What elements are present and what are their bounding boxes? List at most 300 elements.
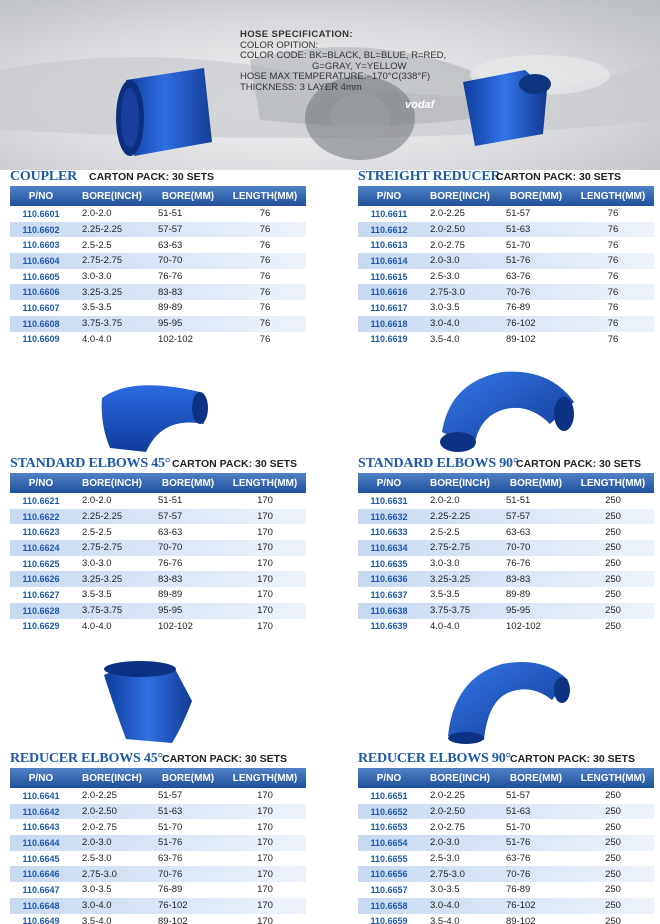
table-cell: 250 <box>605 915 621 924</box>
table-row <box>10 804 306 820</box>
part-number: 110.6651 <box>370 790 408 801</box>
table-cell: 51-70 <box>158 821 183 833</box>
table-cell: 51-76 <box>506 255 531 267</box>
standard-elbow-45-image <box>92 368 212 456</box>
section-title: REDUCER ELBOWS 90° <box>358 751 511 766</box>
carton-pack: CARTON PACK: 30 SETS <box>496 171 622 183</box>
part-number: 110.6612 <box>370 224 408 235</box>
table-cell: 250 <box>605 589 621 601</box>
table-cell: 2.0-2.75 <box>82 821 117 833</box>
table-cell: 70-70 <box>158 542 183 554</box>
table-cell: 57-57 <box>506 511 531 523</box>
table-cell: 250 <box>605 573 621 585</box>
table-cell: 95-95 <box>158 605 183 617</box>
table-cell: 2.0-2.75 <box>430 239 465 251</box>
table-cell: 76 <box>607 208 619 220</box>
table-header <box>358 473 654 493</box>
table-cell: 3.0-3.0 <box>82 271 112 283</box>
column-header: LENGTH(MM) <box>232 477 298 489</box>
column-header: LENGTH(MM) <box>232 190 298 202</box>
table-row <box>358 788 654 804</box>
table-cell: 76 <box>607 239 619 251</box>
table-cell: 2.5-3.0 <box>430 853 460 865</box>
table-cell: 89-102 <box>506 333 536 345</box>
table-cell: 76-102 <box>506 900 536 912</box>
section-reducer-elbows-90 <box>358 751 654 924</box>
table-cell: 95-95 <box>158 318 183 330</box>
table-cell: 170 <box>257 495 273 507</box>
table-row <box>10 819 306 835</box>
column-header: P/NO <box>376 190 402 202</box>
table-row <box>10 835 306 851</box>
table-cell: 250 <box>605 806 621 818</box>
part-number: 110.6614 <box>370 255 408 266</box>
section-reducer-elbows-45 <box>10 751 306 924</box>
table-cell: 250 <box>605 558 621 570</box>
carton-pack: CARTON PACK: 30 SETS <box>510 753 636 765</box>
table-cell: 63-63 <box>506 526 531 538</box>
table-cell: 170 <box>257 511 273 523</box>
table-row <box>358 509 654 525</box>
table-cell: 76 <box>259 255 271 267</box>
table-cell: 250 <box>605 821 621 833</box>
table-row <box>10 316 306 332</box>
table-cell: 70-76 <box>158 868 183 880</box>
table-cell: 250 <box>605 495 621 507</box>
table-header <box>358 186 654 206</box>
table-row <box>358 316 654 332</box>
table-row <box>10 540 306 556</box>
table-cell: 95-95 <box>506 605 531 617</box>
table-cell: 250 <box>605 837 621 849</box>
table-cell: 76-89 <box>158 884 183 896</box>
table-cell: 51-57 <box>158 790 183 802</box>
table-row <box>358 898 654 914</box>
table-cell: 51-57 <box>506 790 531 802</box>
table-cell: 2.5-3.0 <box>82 853 112 865</box>
table-cell: 250 <box>605 900 621 912</box>
part-number: 110.6641 <box>22 790 60 801</box>
section-title: COUPLER <box>10 169 78 184</box>
table-cell: 2.0-2.0 <box>430 495 460 507</box>
part-number: 110.6621 <box>22 495 60 506</box>
column-header: BORE(INCH) <box>430 190 490 202</box>
column-header: BORE(INCH) <box>82 190 142 202</box>
table-row <box>10 898 306 914</box>
table-cell: 4.0-4.0 <box>82 620 112 632</box>
table-cell: 3.0-3.5 <box>82 884 112 896</box>
part-number: 110.6645 <box>22 853 60 864</box>
table-cell: 70-76 <box>506 286 531 298</box>
table-cell: 2.0-2.25 <box>82 790 117 802</box>
table-cell: 3.5-3.5 <box>82 589 112 601</box>
table-cell: 170 <box>257 605 273 617</box>
section-title: STANDARD ELBOWS 90° <box>358 456 519 471</box>
table-row <box>10 509 306 525</box>
table-cell: 76 <box>259 302 271 314</box>
column-header: P/NO <box>28 190 54 202</box>
table-cell: 170 <box>257 558 273 570</box>
table-header <box>10 186 306 206</box>
table-cell: 3.0-4.0 <box>82 900 112 912</box>
part-number: 110.6642 <box>22 806 60 817</box>
table-cell: 76 <box>259 333 271 345</box>
spec-table <box>10 768 306 924</box>
table-cell: 3.5-4.0 <box>430 915 460 924</box>
table-cell: 63-76 <box>158 853 183 865</box>
table-cell: 63-63 <box>158 239 183 251</box>
spec-title: HOSE SPECIFICATION: <box>240 29 353 40</box>
table-cell: 250 <box>605 542 621 554</box>
table-cell: 2.0-3.0 <box>430 255 460 267</box>
part-number: 110.6658 <box>370 900 408 911</box>
table-cell: 4.0-4.0 <box>430 620 460 632</box>
table-row <box>358 206 654 222</box>
part-number: 110.6646 <box>22 869 60 880</box>
table-row <box>10 866 306 882</box>
column-header: BORE(MM) <box>161 190 215 202</box>
table-cell: 170 <box>257 900 273 912</box>
table-cell: 250 <box>605 605 621 617</box>
table-cell: 51-76 <box>158 837 183 849</box>
table-cell: 57-57 <box>158 511 183 523</box>
spec-table <box>358 186 654 347</box>
part-number: 110.6606 <box>22 287 60 298</box>
table-cell: 83-83 <box>158 286 183 298</box>
table-cell: 51-51 <box>158 208 183 220</box>
table-cell: 2.75-2.75 <box>82 255 123 267</box>
table-cell: 3.5-3.5 <box>82 302 112 314</box>
table-row <box>10 914 306 924</box>
table-cell: 51-76 <box>506 837 531 849</box>
table-cell: 3.0-4.0 <box>430 318 460 330</box>
table-cell: 3.0-4.0 <box>430 900 460 912</box>
table-cell: 3.75-3.75 <box>82 605 123 617</box>
part-number: 110.6656 <box>370 869 408 880</box>
table-row <box>358 222 654 238</box>
part-number: 110.6624 <box>22 542 60 553</box>
standard-elbow-90-image <box>432 362 582 458</box>
column-header: P/NO <box>28 477 54 489</box>
table-cell: 76 <box>607 333 619 345</box>
table-cell: 170 <box>257 542 273 554</box>
table-cell: 2.75-2.75 <box>430 542 471 554</box>
table-cell: 63-63 <box>158 526 183 538</box>
table-row <box>10 206 306 222</box>
table-cell: 83-83 <box>506 573 531 585</box>
table-cell: 76-102 <box>158 900 188 912</box>
table-cell: 76 <box>607 224 619 236</box>
table-cell: 89-89 <box>158 589 183 601</box>
table-cell: 250 <box>605 620 621 632</box>
table-row <box>358 603 654 619</box>
spec-table <box>358 768 654 924</box>
hose-specification <box>240 30 446 93</box>
table-row <box>10 493 306 509</box>
part-number: 110.6602 <box>22 224 60 235</box>
table-row <box>10 619 306 635</box>
hero-banner <box>0 0 660 170</box>
table-cell: 76 <box>259 224 271 236</box>
table-cell: 2.75-2.75 <box>82 542 123 554</box>
table-cell: 3.0-3.0 <box>430 558 460 570</box>
table-row <box>10 237 306 253</box>
part-number: 110.6637 <box>370 589 408 600</box>
part-number: 110.6652 <box>370 806 408 817</box>
table-cell: 76-89 <box>506 884 531 896</box>
table-cell: 2.75-3.0 <box>430 868 465 880</box>
part-number: 110.6616 <box>370 287 408 298</box>
part-number: 110.6618 <box>370 318 408 329</box>
column-header: LENGTH(MM) <box>580 772 646 784</box>
table-cell: 76-76 <box>158 271 183 283</box>
part-number: 110.6649 <box>22 916 60 924</box>
table-cell: 83-83 <box>158 573 183 585</box>
table-cell: 89-102 <box>158 915 188 924</box>
table-row <box>10 524 306 540</box>
table-row <box>358 269 654 285</box>
part-number: 110.6625 <box>22 558 60 569</box>
table-row <box>358 253 654 269</box>
table-cell: 51-63 <box>506 806 531 818</box>
spec-table <box>10 186 306 347</box>
table-cell: 3.5-3.5 <box>430 589 460 601</box>
carton-pack: CARTON PACK: 30 SETS <box>516 458 642 470</box>
table-header <box>10 768 306 788</box>
table-row <box>358 835 654 851</box>
table-cell: 2.25-2.25 <box>82 224 123 236</box>
table-row <box>10 253 306 269</box>
part-number: 110.6654 <box>370 837 408 848</box>
table-row <box>358 882 654 898</box>
coupler-hose-image <box>108 62 220 162</box>
table-cell: 63-76 <box>506 853 531 865</box>
table-row <box>10 851 306 867</box>
part-number: 110.6657 <box>370 884 408 895</box>
spec-line: THICKNESS: 3 LAYER 4mm <box>240 81 362 93</box>
table-cell: 76 <box>607 286 619 298</box>
table-cell: 3.5-4.0 <box>82 915 112 924</box>
table-cell: 76 <box>259 271 271 283</box>
part-number: 110.6609 <box>22 334 60 345</box>
table-cell: 3.75-3.75 <box>82 318 123 330</box>
part-number: 110.6619 <box>370 334 408 345</box>
table-cell: 89-89 <box>506 589 531 601</box>
part-number: 110.6608 <box>22 318 60 329</box>
spec-line: COLOR CODE: BK=BLACK, BL=BLUE, R=RED, <box>240 50 447 61</box>
reducer-elbow-90-image <box>440 650 580 746</box>
column-header: P/NO <box>376 772 402 784</box>
table-cell: 3.25-3.25 <box>430 573 471 585</box>
column-header: LENGTH(MM) <box>580 477 646 489</box>
table-row <box>358 300 654 316</box>
spec-table <box>358 473 654 634</box>
part-number: 110.6613 <box>370 240 408 251</box>
table-cell: 2.0-2.0 <box>82 208 112 220</box>
table-cell: 76 <box>607 255 619 267</box>
table-cell: 170 <box>257 868 273 880</box>
part-number: 110.6636 <box>370 574 408 585</box>
part-number: 110.6647 <box>22 884 60 895</box>
part-number: 110.6638 <box>370 605 408 616</box>
table-cell: 63-76 <box>506 271 531 283</box>
column-header: BORE(INCH) <box>430 477 490 489</box>
table-row <box>10 284 306 300</box>
table-row <box>358 804 654 820</box>
table-cell: 2.0-2.50 <box>82 806 117 818</box>
table-cell: 170 <box>257 884 273 896</box>
table-cell: 89-89 <box>158 302 183 314</box>
column-header: P/NO <box>28 772 54 784</box>
table-cell: 57-57 <box>158 224 183 236</box>
part-number: 110.6623 <box>22 527 60 538</box>
part-number: 110.6633 <box>370 527 408 538</box>
table-cell: 170 <box>257 806 273 818</box>
spec-table <box>10 473 306 634</box>
column-header: LENGTH(MM) <box>580 190 646 202</box>
table-cell: 76-102 <box>506 318 536 330</box>
table-cell: 3.0-3.0 <box>82 558 112 570</box>
part-number: 110.6653 <box>370 822 408 833</box>
table-row <box>358 237 654 253</box>
table-cell: 51-63 <box>158 806 183 818</box>
carton-pack: CARTON PACK: 30 SETS <box>172 458 298 470</box>
table-row <box>358 493 654 509</box>
table-row <box>358 524 654 540</box>
part-number: 110.6659 <box>370 916 408 924</box>
table-cell: 51-70 <box>506 821 531 833</box>
table-cell: 3.75-3.75 <box>430 605 471 617</box>
table-row <box>358 284 654 300</box>
table-cell: 76-89 <box>506 302 531 314</box>
part-number: 110.6644 <box>22 837 60 848</box>
table-row <box>10 556 306 572</box>
part-number: 110.6643 <box>22 822 60 833</box>
part-number: 110.6648 <box>22 900 60 911</box>
section-standard-elbows-90 <box>358 456 654 634</box>
table-cell: 2.0-2.25 <box>430 208 465 220</box>
table-cell: 250 <box>605 868 621 880</box>
table-cell: 4.0-4.0 <box>82 333 112 345</box>
part-number: 110.6603 <box>22 240 60 251</box>
part-number: 110.6622 <box>22 511 60 522</box>
table-row <box>10 300 306 316</box>
spec-line: HOSE MAX TEMPERATURE:~170°C(338°F) <box>240 71 431 82</box>
table-cell: 3.0-3.5 <box>430 884 460 896</box>
hero-logo-text: vodaf <box>405 99 435 111</box>
table-row <box>10 882 306 898</box>
part-number: 110.6631 <box>370 495 408 506</box>
section-standard-elbows-45 <box>10 456 306 634</box>
section-title: STANDARD ELBOWS 45° <box>10 456 171 471</box>
column-header: P/NO <box>376 477 402 489</box>
table-cell: 250 <box>605 526 621 538</box>
table-cell: 51-51 <box>158 495 183 507</box>
table-row <box>10 332 306 348</box>
table-cell: 76 <box>259 286 271 298</box>
table-row <box>358 819 654 835</box>
table-row <box>358 571 654 587</box>
part-number: 110.6634 <box>370 542 408 553</box>
table-cell: 76 <box>607 302 619 314</box>
part-number: 110.6607 <box>22 302 60 313</box>
table-cell: 2.0-2.0 <box>82 495 112 507</box>
table-cell: 2.5-2.5 <box>82 526 112 538</box>
carton-pack: CARTON PACK: 30 SETS <box>162 753 288 765</box>
table-cell: 76 <box>607 318 619 330</box>
part-number: 110.6655 <box>370 853 408 864</box>
spec-line: COLOR OPITION: <box>240 39 319 51</box>
table-cell: 250 <box>605 884 621 896</box>
table-cell: 76 <box>607 271 619 283</box>
part-number: 110.6604 <box>22 255 60 266</box>
table-cell: 170 <box>257 573 273 585</box>
table-row <box>358 851 654 867</box>
table-cell: 3.5-4.0 <box>430 333 460 345</box>
part-number: 110.6605 <box>22 271 60 282</box>
table-header <box>358 768 654 788</box>
table-cell: 170 <box>257 620 273 632</box>
table-cell: 170 <box>257 853 273 865</box>
table-cell: 70-76 <box>506 868 531 880</box>
part-number: 110.6629 <box>22 621 60 632</box>
table-cell: 102-102 <box>506 620 541 632</box>
spec-line: G=GRAY, Y=YELLOW <box>312 60 407 72</box>
table-header <box>10 473 306 493</box>
table-cell: 250 <box>605 511 621 523</box>
table-cell: 76-76 <box>158 558 183 570</box>
table-cell: 76 <box>259 318 271 330</box>
table-cell: 2.25-2.25 <box>82 511 123 523</box>
table-cell: 170 <box>257 915 273 924</box>
table-cell: 89-102 <box>506 915 536 924</box>
part-number: 110.6632 <box>370 511 408 522</box>
part-number: 110.6628 <box>22 605 60 616</box>
table-cell: 170 <box>257 821 273 833</box>
table-row <box>10 571 306 587</box>
table-cell: 2.5-3.0 <box>430 271 460 283</box>
table-cell: 170 <box>257 589 273 601</box>
table-row <box>10 269 306 285</box>
table-cell: 70-70 <box>506 542 531 554</box>
table-row <box>10 603 306 619</box>
table-cell: 76 <box>259 239 271 251</box>
table-cell: 250 <box>605 853 621 865</box>
table-cell: 170 <box>257 526 273 538</box>
table-cell: 2.75-3.0 <box>430 286 465 298</box>
reducer-elbow-45-image <box>100 655 200 747</box>
section-title: REDUCER ELBOWS 45° <box>10 751 163 766</box>
column-header: BORE(INCH) <box>430 772 490 784</box>
part-number: 110.6601 <box>22 208 60 219</box>
table-cell: 2.0-3.0 <box>430 837 460 849</box>
section-straight-reducer <box>358 169 654 347</box>
table-cell: 170 <box>257 790 273 802</box>
part-number: 110.6626 <box>22 574 60 585</box>
table-cell: 51-51 <box>506 495 531 507</box>
table-row <box>358 619 654 635</box>
table-cell: 76 <box>259 208 271 220</box>
carton-pack: CARTON PACK: 30 SETS <box>89 171 215 183</box>
table-cell: 250 <box>605 790 621 802</box>
part-number: 110.6611 <box>370 208 408 219</box>
table-cell: 2.75-3.0 <box>82 868 117 880</box>
table-row <box>358 540 654 556</box>
table-row <box>10 222 306 238</box>
table-cell: 102-102 <box>158 620 193 632</box>
table-cell: 2.0-2.50 <box>430 224 465 236</box>
table-cell: 51-57 <box>506 208 531 220</box>
